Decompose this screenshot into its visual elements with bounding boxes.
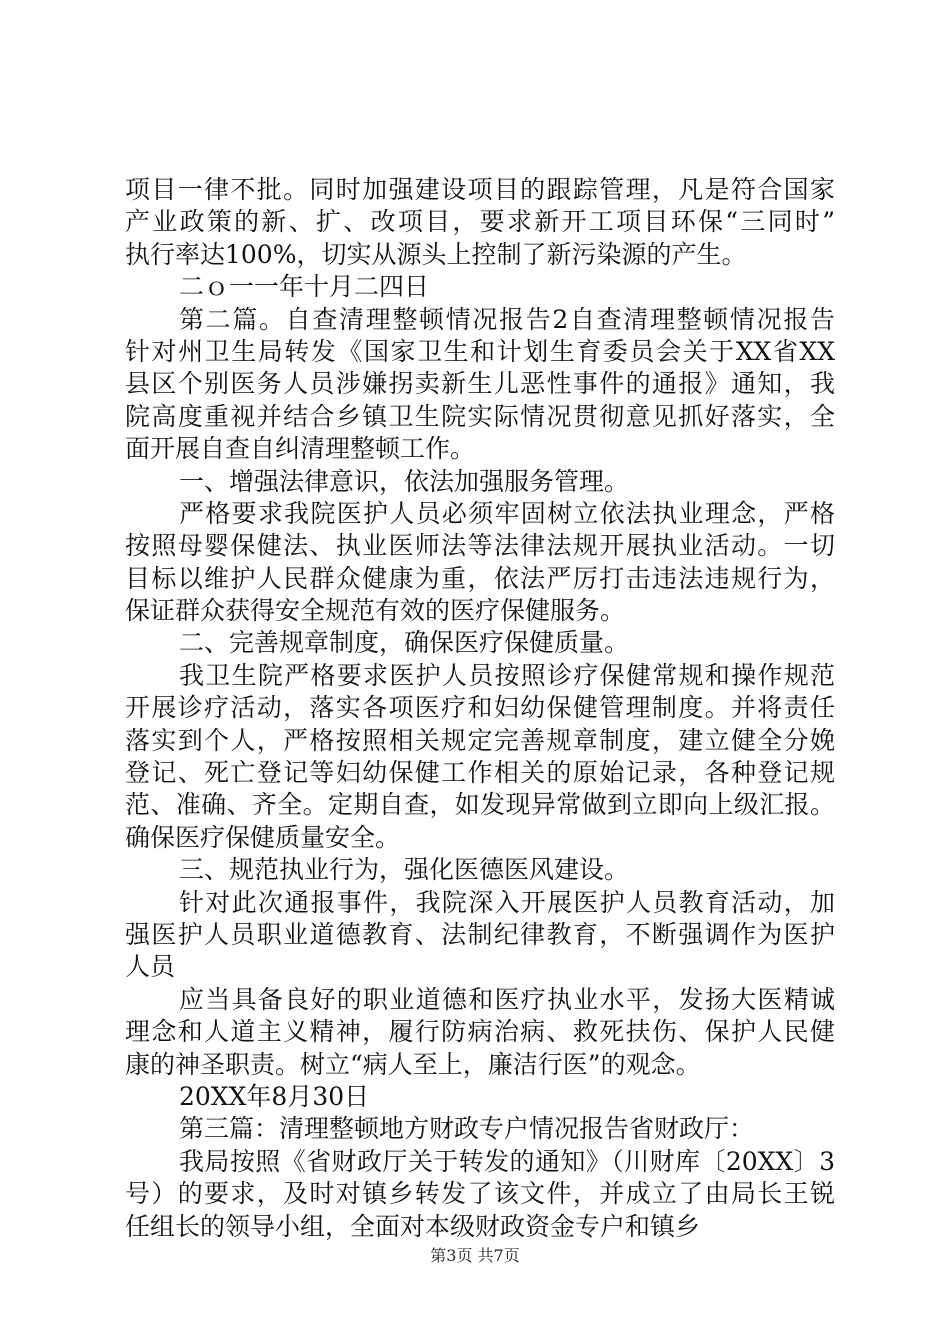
text-line: 面开展自查自纠清理整顿工作。: [125, 434, 476, 464]
text-line: 强医护人员职业道德教育、法制纪律教育，不断强调作为医护: [125, 919, 835, 949]
text-line: 二ｏ一一年十月二四日: [179, 272, 430, 302]
document-body: [125, 174, 835, 1243]
text-line: 项目一律不批。同时加强建设项目的跟踪管理，凡是符合国家: [125, 175, 835, 204]
text-line: 开展诊疗活动，落实各项医疗和妇幼保健管理制度。并将责任: [125, 693, 835, 723]
text-line: 针对州卫生局转发《国家卫生和计划生育委员会关于XX省XX: [125, 336, 835, 366]
text-line: 院高度重视并结合乡镇卫生院实际情况贯彻意见抓好落实，全: [125, 401, 835, 431]
text-line: 产业政策的新、扩、改项目，要求新开工项目环保“三同时”: [125, 207, 835, 237]
text-line: 20XX年8月30日: [179, 1081, 370, 1111]
text-line: 我局按照《省财政厅关于转发的通知》（川财库〔20XX〕3: [179, 1146, 835, 1176]
text-line: 保证群众获得安全规范有效的医疗保健服务。: [125, 596, 626, 626]
text-line: 二、完善规章制度，确保医疗保健质量。: [179, 628, 630, 658]
text-line: 应当具备良好的职业道德和医疗执业水平，发扬大医精诚: [179, 984, 835, 1014]
text-line: 理念和人道主义精神，履行防病治病、救死扶伤、保护人民健: [125, 1017, 835, 1047]
text-line: 任组长的领导小组，全面对本级财政资金专户和镇乡: [125, 1211, 701, 1241]
text-line: 执行率达100%，切实从源头上控制了新污染源的产生。: [125, 239, 747, 269]
text-line: 县区个别医务人员涉嫌拐卖新生儿恶性事件的通报》通知，我: [125, 369, 835, 399]
text-line: 范、准确、齐全。定期自查，如发现异常做到立即向上级汇报。: [125, 790, 835, 820]
text-line: 严格要求我院医护人员必须牢固树立依法执业理念，严格: [179, 498, 835, 528]
text-line: 第二篇。自查清理整顿情况报告2自查清理整顿情况报告: [179, 304, 835, 334]
page-footer: 第3页 共7页: [430, 1246, 520, 1265]
text-line: 一、增强法律意识，依法加强服务管理。: [179, 466, 630, 496]
text-line: 人员: [125, 952, 176, 982]
text-line: 确保医疗保健质量安全。: [125, 822, 401, 852]
text-line: 目标以维护人民群众健康为重，依法严厉打击违法违规行为，: [125, 563, 835, 593]
text-line: 康的神圣职责。树立“病人至上，廉洁行医”的观念。: [125, 1049, 701, 1079]
text-line: 落实到个人，严格按照相关规定完善规章制度，建立健全分娩: [125, 725, 835, 755]
text-line: 我卫生院严格要求医护人员按照诊疗保健常规和操作规范: [179, 660, 835, 690]
text-line: 号）的要求，及时对镇乡转发了该文件，并成立了由局长王锐: [125, 1179, 835, 1209]
text-line: 登记、死亡登记等妇幼保健工作相关的原始记录，各种登记规: [125, 758, 835, 788]
text-line: 按照母婴保健法、执业医师法等法律法规开展执业活动。一切: [125, 531, 835, 561]
text-line: 第三篇：清理整顿地方财政专户情况报告省财政厅：: [179, 1114, 755, 1144]
text-line: 三、规范执业行为，强化医德医风建设。: [179, 855, 630, 885]
text-line: 针对此次通报事件，我院深入开展医护人员教育活动，加: [179, 887, 835, 917]
